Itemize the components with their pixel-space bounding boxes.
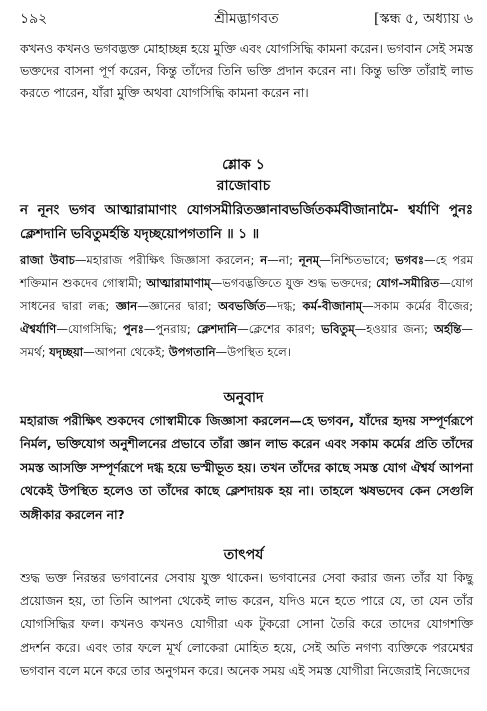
synonym-meaning: ক্লেশের কারণ; <box>248 322 316 336</box>
page-header <box>20 9 473 29</box>
synonym-word: অর্হন্তি <box>433 322 462 336</box>
shloka-heading: শ্লোক ১ <box>222 157 265 173</box>
synonym-meaning: না; <box>278 253 293 267</box>
word-for-word-synonyms: রাজা উবাচ—মহারাজ পরীক্ষিৎ জিজ্ঞাসা করলেন; ন—না; নূনম্—নিশ্চিতভাবে; ভগবঃ—হে পরম শক্তিমান শুকদেব গোস্বামী; আত্মারামাণাম্—ভগবদ্ভক্তিতে যুক্ত শুদ্ধ ভক্তদের; যোগ-সমীরিত—যোগ সাধনের দ্বারা লব্ধ; জ্ঞান—জ্ঞানের দ্বারা; অবভর্জিত—দগ্ধ; কর্ম-বীজানাম্—সকাম কর্মের বীজের; ঐশ্বর্যাণি—যোগসিদ্ধি; পুনঃ—পুনরায়; ক্লেশদানি—ক্লেশের কারণ; ভবিতুম্—হওয়ার জন্য; অর্হন্তি—সমর্থ; যদৃচ্ছয়া—আপনা থেকেই; উপগতানি—উপস্থিত হলে। <box>20 253 474 359</box>
synonym-word: ন <box>260 253 268 267</box>
synonym-word: ভবিতুম্ <box>321 322 355 336</box>
synonym-meaning: হওয়ার জন্য; <box>366 322 428 336</box>
intro-paragraph: কখনও কখনও ভগবদ্ভক্ত মোহাচ্ছন্ন হয়ে মুক্তি এবং যোগসিদ্ধি কামনা করেন। ভগবান সেই সমস্ত ভক্তদের বাসনা পূর্ণ করেন, কিন্তু তাঁদের তিনি ভক্তি প্রদান করেন না। কিন্তু ভক্তি তাঁরাই লাভ করতে পারেন, যাঁরা মুক্তি অথবা যোগসিদ্ধি কামনা করেন না। <box>20 42 473 100</box>
purport-text: শুদ্ধ ভক্ত নিরন্তর ভগবানের সেবায় যুক্ত থাকেন। ভগবানের সেবা করার জন্য তাঁর যা কিছু প্রয়োজন হয়, তা তিনি আপনা থেকেই লাভ করেন, যদিও মনে হতে পারে যে, তা যেন তাঁর যোগসিদ্ধির ফল। কখনও কখনও যোগীরা এক টুকরো সোনা তৈরি করে তাদের যোগশক্তি প্রদর্শন করে। এবং তার ফলে মূর্খ লোকেরা মোহিত হয়ে, সেই অতি নগণ্য ব্যক্তিকে পরমেশ্বর ভগবান বলে মনে করে তার অনুগমন করে। অনেক সময় এই সমস্ত যোগীরা নিজেরাই নিজেদের <box>20 571 473 678</box>
synonym-meaning: পুনরায়; <box>155 322 191 336</box>
synonym-word: যদৃচ্ছয়া <box>49 345 84 359</box>
page-number: ১৯২ <box>20 11 48 27</box>
synonym-meaning: সকাম কর্মের বীজের; <box>373 299 473 313</box>
synonym-word: নূনম্ <box>298 253 320 267</box>
speaker-line: রাজোবাচ <box>216 178 271 194</box>
synonym-word: আত্মারামাণাম্ <box>146 276 211 290</box>
synonym-meaning: ভগবদ্ভক্তিতে যুক্ত শুদ্ধ ভক্তদের; <box>222 276 372 290</box>
translation-heading: অনুবাদ <box>223 390 264 406</box>
synonym-meaning: সমর্থ; <box>20 345 46 359</box>
synonym-word: ঐশ্বর্যাণি <box>20 322 57 336</box>
synonym-meaning: যোগসিদ্ধি; <box>67 322 117 336</box>
book-title: শ্রীমদ্ভাগবত <box>214 11 279 27</box>
synonym-meaning: আপনা থেকেই; <box>94 345 166 359</box>
synonym-word: ক্লেশদানি <box>196 322 238 336</box>
synonym-word: অবভর্জিত <box>218 299 266 313</box>
synonym-meaning: উপস্থিত হলে। <box>227 345 291 359</box>
synonym-word: রাজা উবাচ <box>20 253 75 267</box>
sanskrit-verse: ন নূনং ভগব আত্মারামাণাং যোগসমীরিতজ্ঞানাবভর্জিতকর্মবীজানামৈ- শ্বর্যাণি পুনঃ ক্লেশদানি ভবিতুমর্হন্তি যদৃচ্ছয়োপগতানি ॥ ১ ॥ <box>20 203 473 242</box>
synonym-word: উপগতানি <box>168 345 216 359</box>
synonym-meaning: মহারাজ পরীক্ষিৎ জিজ্ঞাসা করলেন; <box>86 253 255 267</box>
synonym-word: জ্ঞান <box>115 299 138 313</box>
synonym-word: কর্ম-বীজানাম্ <box>302 299 363 313</box>
synonym-word: যোগ-সমীরিত <box>376 276 440 290</box>
synonym-meaning: নিশ্চিতভাবে; <box>330 253 390 267</box>
chapter-reference: [স্কন্ধ ৫, অধ্যায় ৬ <box>374 11 473 27</box>
purport-heading: তাৎপর্য <box>223 547 264 563</box>
synonym-meaning: জ্ঞানের দ্বারা; <box>148 299 212 313</box>
synonym-word: পুনঃ <box>122 322 144 336</box>
synonym-word: ভগবঃ <box>395 253 425 267</box>
translation-text: মহারাজ পরীক্ষিৎ শুকদেব গোস্বামীকে জিজ্ঞাসা করলেন—হে ভগবন, যাঁদের হৃদয় সম্পূর্ণরূপে নির্মল, ভক্তিযোগ অনুশীলনের প্রভাবে তাঁরা জ্ঞান লাভ করেন এবং সকাম কর্মের প্রতি তাঁদের সমস্ত আসক্তি সম্পূর্ণরূপে দগ্ধ হয়ে ভস্মীভূত হয়। তখন তাঁদের কাছে সমস্ত যোগ ঐশ্বর্য আপনা থেকেই উপস্থিত হলেও তা তাঁদের কাছে ক্লেশদায়ক হয় না। তাহলে ঋষভদেব কেন সেগুলি অঙ্গীকার করলেন না? <box>20 414 473 522</box>
synonym-meaning: যোগ সাধনের দ্বারা লব্ধ; <box>20 276 474 313</box>
synonym-meaning: হে পরম শক্তিমান শুকদেব গোস্বামী; <box>20 253 474 290</box>
synonym-meaning: দগ্ধ; <box>277 299 297 313</box>
